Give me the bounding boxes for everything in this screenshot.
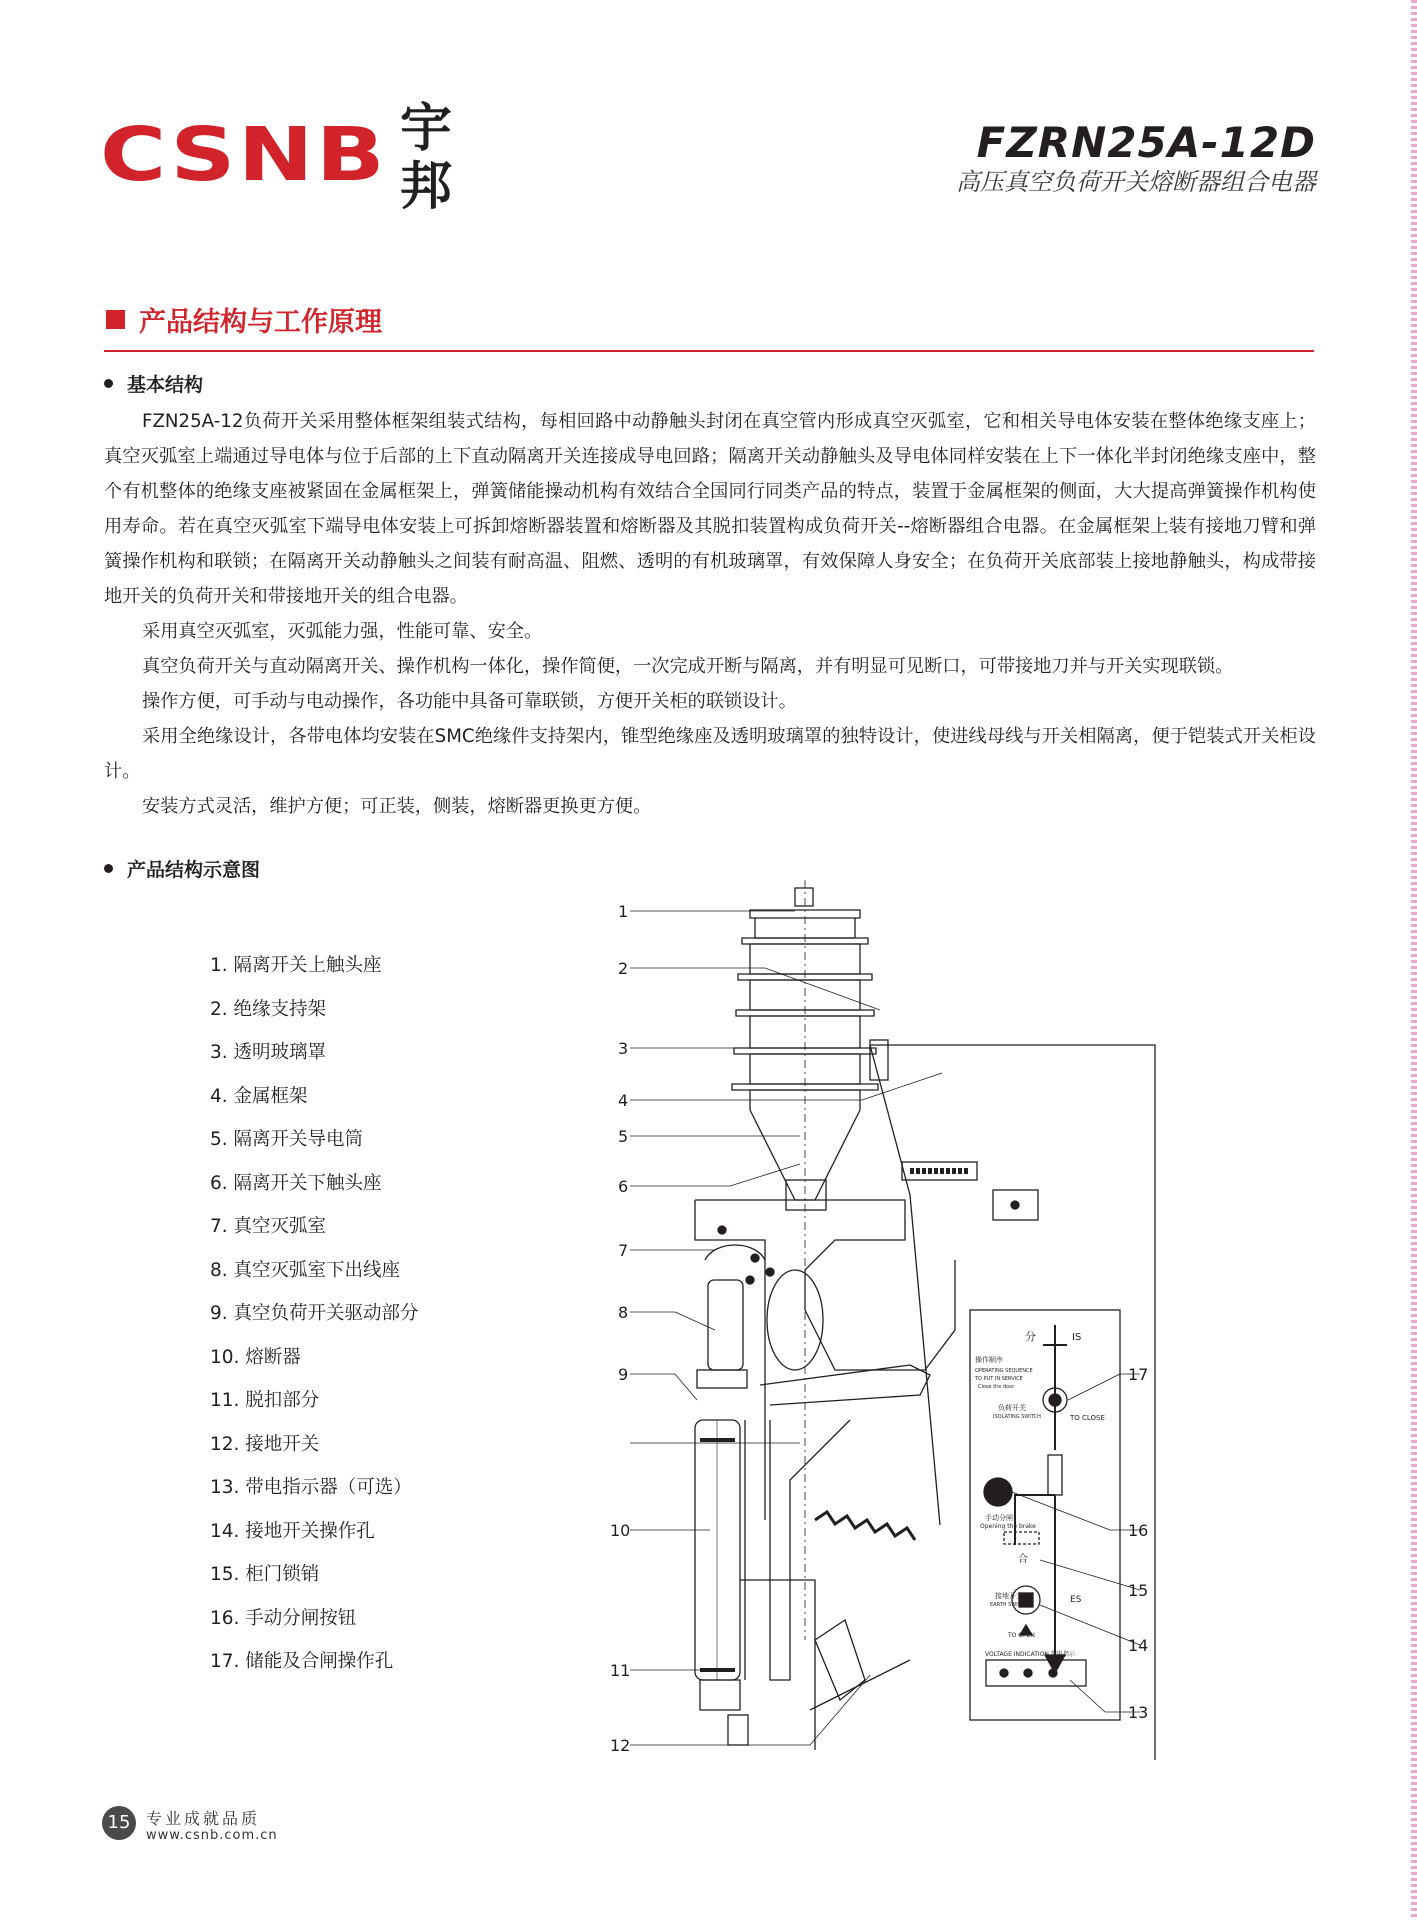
callout-9: 9 — [618, 1365, 629, 1384]
basic-structure-heading — [104, 370, 203, 397]
list-item: 9. 真空负荷开关驱动部分 — [210, 1303, 419, 1324]
spring — [815, 1512, 915, 1540]
list-item: 4. 金属框架 — [210, 1085, 308, 1107]
callout-7: 7 — [618, 1241, 629, 1260]
list-item: 11. 脱扣部分 — [210, 1390, 320, 1411]
product-subtitle: 高压真空负荷开关熔断器组合电器 — [956, 168, 1316, 196]
earth-switch-arm — [815, 1620, 865, 1700]
panel-to-service: TO PUT IN SERVICE — [975, 1376, 1023, 1382]
panel-to-open: TO OPEN — [1008, 1632, 1035, 1639]
basic-structure-body — [104, 404, 1316, 824]
list-item: 17. 储能及合闸操作孔 — [210, 1651, 394, 1672]
diagram-heading — [104, 855, 260, 882]
basic-structure-heading-text: 基本结构 — [127, 374, 204, 396]
paragraph: 采用真空灭弧室，灭弧能力强，性能可靠、安全。 — [142, 621, 543, 642]
callout-15: 15 — [1128, 1581, 1149, 1600]
product-model: FZRN25A-12D — [976, 118, 1316, 167]
upper-housing — [695, 1200, 955, 1370]
section-title-text: 产品结构与工作原理 — [139, 307, 382, 338]
callout-3: 3 — [618, 1039, 629, 1058]
logo-chinese-mark: 宇邦 — [400, 98, 453, 217]
brand-logo — [100, 100, 460, 220]
list-item: 16. 手动分闸按钮 — [210, 1607, 357, 1629]
callout-11: 11 — [610, 1661, 631, 1680]
bullet-dot-icon — [104, 379, 113, 388]
callout-1: 1 — [618, 902, 629, 921]
callout-4: 4 — [618, 1091, 629, 1110]
earth-bolt — [728, 1715, 748, 1745]
list-item: 7. 真空灭弧室 — [210, 1216, 327, 1237]
page-number: 15 — [102, 1806, 136, 1840]
section-title — [106, 300, 382, 339]
panel-earth: 接地开关 — [995, 1592, 1023, 1600]
panel-voltage: VOLTAGE INDICATION 带电指示 — [985, 1651, 1075, 1658]
callout-8: 8 — [618, 1303, 629, 1322]
vacuum-interrupter — [708, 1280, 743, 1370]
panel-he-text: 合 — [1018, 1554, 1028, 1565]
callout-16: 16 — [1128, 1521, 1149, 1540]
section-divider — [104, 350, 1314, 352]
callout-14: 14 — [1128, 1636, 1149, 1655]
drive-part — [760, 1365, 930, 1405]
list-item: 6. 隔离开关下触头座 — [210, 1172, 382, 1194]
callout-17: 17 — [1128, 1365, 1149, 1384]
paragraph: 采用全绝缘设计，各带电体均安装在SMC绝缘件支持架内，锥型绝缘座及透明玻璃罩的独特设计，使进线母线与开关相隔离，便于铠装式开关柜设计。 — [104, 726, 1316, 782]
callout-2: 2 — [618, 959, 629, 978]
list-item: 2. 绝缘支持架 — [210, 998, 327, 1020]
panel-manual: 手动分闸 — [985, 1514, 1013, 1522]
list-item: 14. 接地开关操作孔 — [210, 1520, 375, 1542]
panel-close-door: Close the door — [978, 1384, 1015, 1390]
diagram-drawing — [600, 880, 1170, 1760]
list-item: 10. 熔断器 — [210, 1346, 301, 1368]
callout-10: 10 — [610, 1521, 631, 1540]
paragraph: 操作方便，可手动与电动操作，各功能中具备可靠联锁，方便开关柜的联锁设计。 — [142, 691, 797, 712]
footer-website: www.csnb.com.cn — [146, 1828, 278, 1843]
list-item: 15. 柜门锁销 — [210, 1564, 320, 1585]
panel-es-text: ES — [1070, 1595, 1082, 1605]
trip-part — [700, 1680, 740, 1710]
panel-op-title-en: OPERATING SEQUENCE — [975, 1368, 1033, 1374]
list-item: 5. 隔离开关导电筒 — [210, 1129, 364, 1150]
callout-12: 12 — [610, 1736, 631, 1755]
callout-5: 5 — [618, 1127, 629, 1146]
top-bolt — [795, 888, 813, 906]
bullet-dot-icon — [104, 864, 113, 873]
logo-wordmark: CSNB — [100, 112, 388, 198]
panel-earth-en: EARTH SWITCH — [990, 1602, 1028, 1608]
panel-manual-en: Opening the brake — [980, 1523, 1036, 1530]
footer-slogan: 专业成就品质 — [146, 1809, 261, 1828]
page-edge-decoration — [1411, 0, 1417, 1920]
list-item: 8. 真空灭弧室下出线座 — [210, 1259, 401, 1281]
diagram-heading-text: 产品结构示意图 — [127, 859, 261, 881]
panel-fen-text: 分 — [1025, 1330, 1036, 1343]
lower-outlet-seat — [697, 1370, 747, 1388]
paragraph: 真空负荷开关与直动隔离开关、操作机构一体化，操作简便，一次完成开断与隔离，并有明显可见断口，可带接地刀并与开关实现联锁。 — [142, 656, 1234, 677]
structure-diagram — [600, 880, 1170, 1760]
paragraph: FZN25A-12负荷开关采用整体框架组装式结构，每相回路中动静触头封闭在真空管内形成真空灭弧室，它和相关导电体安装在整体绝缘支座上；真空灭弧室上端通过导电体与位于后部的上下直动隔离开关连接成导电回路；隔离开关动静触头及导电体同样安装在上下一体化半封闭绝缘支座中，整个有机整体的绝缘支座被紧固在金属框架上，弹簧储能操动机构有效结合全国同行同类产品的特点，装置于金属框架的侧面，大大提高弹簧操作机构使用寿命。若在真空灭弧室下端导电体安装上可拆卸熔断器装置和熔断器及其脱扣装置构成负荷开关--熔断器组合电器。在金属框架上装有接地刀臂和弹簧操作机构和联锁；在隔离开关动静触头之间装有耐高温、阻燃、透明的有机玻璃罩，有效保障人身安全；在负荷开关底部装上接地静触头，构成带接地开关的负荷开关和带接地开关的组合电器。 — [104, 411, 1316, 607]
list-item: 12. 接地开关 — [210, 1433, 320, 1455]
callout-6: 6 — [618, 1177, 629, 1196]
panel-isolating-en: ISOLATING SWITCH — [993, 1414, 1041, 1420]
parts-list — [210, 944, 419, 1684]
list-item: 1. 隔离开关上触头座 — [210, 955, 382, 976]
list-item: 3. 透明玻璃罩 — [210, 1042, 327, 1063]
callout-13: 13 — [1128, 1703, 1149, 1722]
square-bullet-icon — [106, 310, 125, 329]
panel-to-close: TO CLOSE — [1070, 1414, 1105, 1422]
panel-is-text: IS — [1072, 1332, 1082, 1343]
paragraph: 安装方式灵活，维护方便；可正装，侧装，熔断器更换更方便。 — [142, 796, 652, 817]
fuse-body — [695, 1420, 740, 1680]
list-item: 13. 带电指示器（可选） — [210, 1477, 412, 1498]
panel-isolating: 负荷开关 — [998, 1404, 1026, 1412]
panel-op-title: 操作顺序 — [975, 1356, 1003, 1364]
